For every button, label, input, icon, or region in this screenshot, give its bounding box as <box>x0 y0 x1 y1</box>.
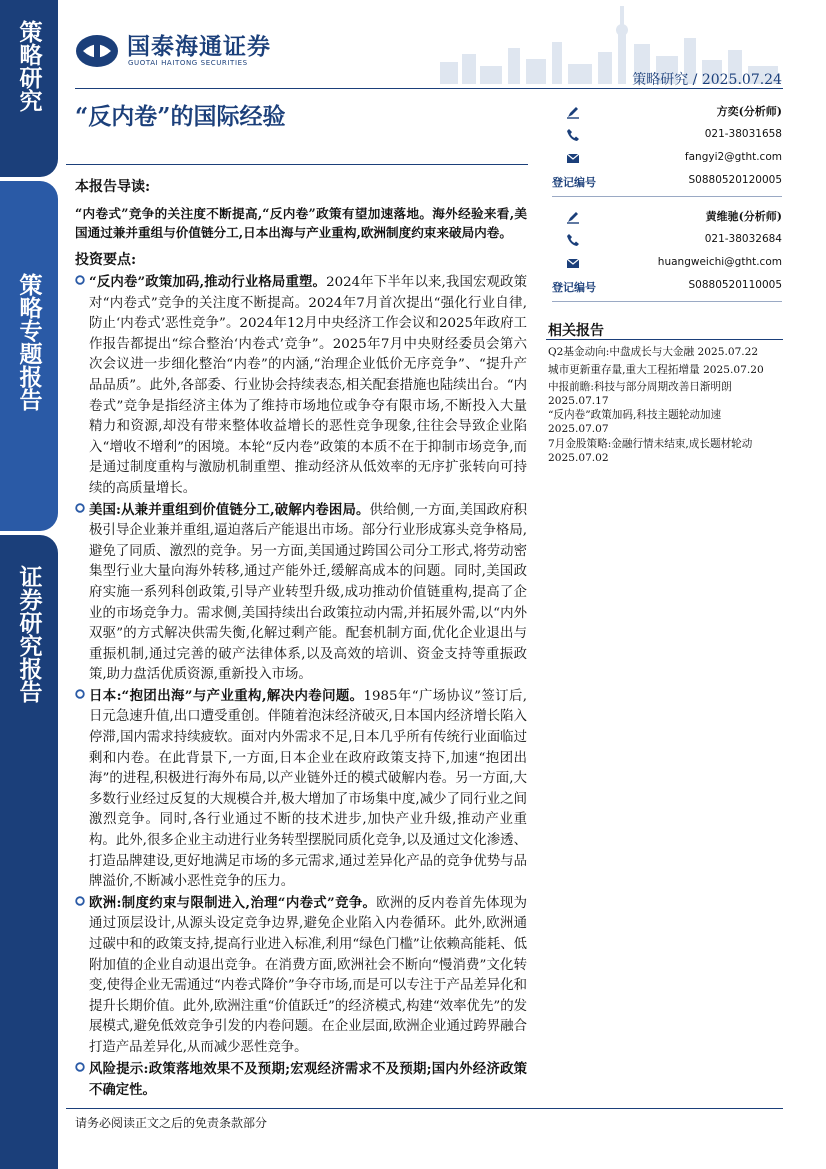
related-report-date: 2025.07.20 <box>703 364 764 377</box>
reg-label: 登记编号 <box>552 281 596 294</box>
report-meta <box>632 69 782 89</box>
related-report-title: 城市更新重存量,重大工程拓增量 <box>548 364 700 377</box>
related-reports-list <box>548 345 784 465</box>
analyst-name-row <box>552 103 782 126</box>
related-report-item[interactable] <box>548 380 784 409</box>
related-report-item[interactable] <box>548 408 784 437</box>
brand-logo <box>75 34 271 68</box>
point-headline: 风险提示:政策落地效果不及预期;宏观经济需求不及预期;国内外经济政策不确定性。 <box>89 1060 527 1099</box>
brand-name-en: GUOTAI HAITONG SECURITIES <box>128 59 248 67</box>
analyst-phone: 021-38031658 <box>704 128 782 140</box>
related-reports-heading: 相关报告 <box>548 323 604 339</box>
sidebar-block-report-type: 策略专题报告 <box>0 181 58 531</box>
related-report-date: 2025.07.07 <box>548 423 609 436</box>
analyst-reg-row <box>552 172 782 195</box>
point-item <box>75 500 527 686</box>
point-item <box>75 1059 527 1102</box>
point-headline: 美国:从兼并重组到价值链分工,破解内卷困局。 <box>89 501 370 518</box>
intro-heading: 本报告导读: <box>75 179 151 195</box>
point-body: 欧洲的反内卷首先体现为通过顶层设计,从源头设定竞争边界,避免企业陷入内卷循环。此外,欧洲通过碳中和的政策支持,提高行业进入标准,利用“绿色门槛”让依赖高能耗、低附加值的企业自动退出竞争。在消费方面,欧洲社会不断向“慢消费”文化转变,使得企业无需通过“内卷式降价”争夺市场,而是可以专注于产品差异化和提升长期价值。此外,欧洲注重“价值跃迁”的经济模式,构建“效率优先”的发展模式,避免低效竞争引发的内卷问题。在企业层面,欧洲企业通过跨界融合打造产品差异化,从而减少恶性竞争。 <box>89 895 528 1055</box>
related-report-title: 7月金股策略:金融行情未结束,成长题材轮动 <box>548 437 753 450</box>
bullet-icon <box>75 503 85 513</box>
analyst-pen-icon <box>566 105 580 119</box>
related-report-date: 2025.07.02 <box>548 452 609 465</box>
brand-logo-icon <box>75 34 119 68</box>
related-report-item[interactable] <box>548 363 784 377</box>
analyst-card <box>552 208 782 300</box>
analyst-name: 黄维驰(分析师) <box>705 210 782 223</box>
report-date: 2025.07.24 <box>701 72 782 88</box>
header-divider <box>75 88 783 89</box>
email-icon <box>566 256 580 270</box>
points-heading: 投资要点: <box>75 252 137 268</box>
analyst-pen-icon <box>566 210 580 224</box>
point-item <box>75 686 527 893</box>
point-body: 供给侧,一方面,美国政府积极引导企业兼并重组,逼迫落后产能退出市场。部分行业形成寡头竞争格局,避免了同质、激烈的竞争。另一方面,美国通过跨国公司分工形式,将劳动密集型行业大量向海外转移,通过产能外迁,缓解高成本的问题。同时,美国政府实施一系列科创政策,引导产业转型升级,成功推动价值链重构,提高了企业的市场竞争力。需求侧,美国持续出台政策拉动内需,并拓展外需,以“内外双驱”的方式解决供需失衡,化解过剩产能。配套机制方面,优化企业退出与重振机制,通过完善的破产法律体系,以及高效的培训、资金支持等重振政策,助力盘活优质资源,重新投入市场。 <box>89 502 527 683</box>
phone-icon <box>566 233 580 247</box>
brand-name-cn: 国泰海通证券 <box>127 34 271 60</box>
analyst-email-row <box>552 149 782 172</box>
analyst-name-row <box>552 208 782 231</box>
bullet-icon <box>75 689 85 699</box>
point-headline: 日本:“抱团出海”与产业重构,解决内卷问题。 <box>89 687 364 704</box>
phone-icon <box>566 128 580 142</box>
related-report-title: Q2基金动向:中盘成长与大金融 <box>548 346 695 358</box>
sidebar <box>0 0 58 1169</box>
analyst-email-row <box>552 254 782 277</box>
title-divider <box>66 164 528 165</box>
analyst-card <box>552 103 782 195</box>
analyst-name: 方奕(分析师) <box>716 105 782 118</box>
related-report-date: 2025.07.22 <box>697 346 759 358</box>
bullet-icon <box>75 896 85 906</box>
analyst-email[interactable]: huangweichi@gtht.com <box>657 256 782 268</box>
analyst-phone: 021-38032684 <box>704 233 782 245</box>
report-category: 策略研究 <box>632 72 689 88</box>
point-body: 1985年“广场协议”签订后,日元急速升值,出口遭受重创。伴随着泡沫经济破灭,日本国内经济增长陷入停滞,国内需求持续疲软。面对内外需求不足,日本几乎所有传统行业面临过剩和内卷。在此背景下,一方面,日本企业在政府政策支持下,加速“抱团出海”的进程,积极进行海外布局,以产业链外迁的模式破解内卷。另一方面,大多数行业经过反复的大规模合并,极大增加了市场集中度,减少了同行业之间激烈竞争。同时,各行业通过不断的技术进步,加快产业升级,推动产业重构。此外,很多企业主动进行业务转型摆脱同质化竞争,以及通过文化渗透、打造品牌建设,更好地满足市场的多元需求,通过差异化产品的竞争优势与品牌溢价,不断减小恶性竞争的压力。 <box>89 688 527 890</box>
related-divider <box>546 339 783 340</box>
point-headline: “反内卷”政策加码,推动行业格局重塑。 <box>89 274 327 290</box>
analyst-reg-no: S0880520120005 <box>688 174 782 186</box>
related-report-item[interactable] <box>548 437 784 466</box>
analyst-divider <box>552 301 782 302</box>
bullet-icon <box>75 1062 85 1072</box>
bullet-icon <box>75 275 85 285</box>
analyst-email[interactable]: fangyi2@gtht.com <box>684 151 782 163</box>
related-report-title: 中报前瞻:科技与部分周期改善日渐明朗 <box>548 380 732 393</box>
sidebar-block-category: 策略研究 <box>0 0 58 177</box>
related-report-date: 2025.07.17 <box>548 394 609 407</box>
point-item <box>75 272 527 500</box>
investment-points <box>75 272 527 1102</box>
point-headline: 欧洲:制度约束与限制进入,治理“内卷式”竞争。 <box>89 894 377 911</box>
sidebar-block-research-report: 证券研究报告 <box>0 535 58 1169</box>
intro-text: “内卷式”竞争的关注度不断提高,“反内卷”政策有望加速落地。海外经验来看,美国通过兼并重组与价值链分工,日本出海与产业重构,欧洲制度约束来破局内卷。 <box>75 206 527 240</box>
analyst-reg-row <box>552 277 782 300</box>
footer-divider <box>66 1108 783 1109</box>
related-report-title: “反内卷”政策加码,科技主题轮动加速 <box>548 409 722 422</box>
related-report-item[interactable] <box>548 345 784 359</box>
point-body: 2024年下半年以来,我国宏观政策对“内卷式”竞争的关注度不断提高。2024年7月首次提出“强化行业自律,防止‘内卷式’恶性竞争”。2024年12月中央经济工作会议和2025年政府工作报告都提出“综合整治‘内卷式’竞争”。2025年7月中央财经委员会第六次会议进一步细化整治“内卷”的内涵,“治理企业低价无序竞争”、“提升产品品质”。此外,各部委、行业协会持续表态,相关配套措施也陆续出台。“内卷式”竞争是指经济主体为了维持市场地位或争夺有限市场,不断投入大量精力和资源,却没有带来整体收益增长的恶性竞争现象,往往会导致企业陷入“增收不增利”的困境。本轮“反内卷”政策的本质不在于抑制市场竞争,而是通过制度重构与激励机制重塑、推动经济从低效率的无序扩张转向可持续的高质量增长。 <box>89 275 527 496</box>
disclaimer-note: 请务必阅读正文之后的免责条款部分 <box>75 1116 268 1130</box>
meta-separator: / <box>692 72 698 88</box>
analyst-phone-row <box>552 126 782 149</box>
analyst-divider <box>552 196 782 197</box>
report-title: “反内卷”的国际经验 <box>75 103 286 130</box>
point-item <box>75 893 527 1059</box>
analyst-phone-row <box>552 231 782 254</box>
email-icon <box>566 151 580 165</box>
reg-label: 登记编号 <box>552 176 596 189</box>
analyst-reg-no: S0880520110005 <box>688 279 782 291</box>
